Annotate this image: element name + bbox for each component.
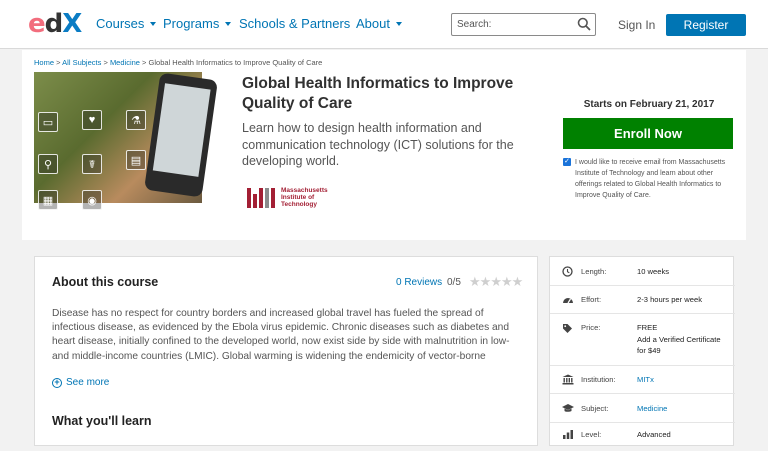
edx-logo[interactable]: edX [28,9,82,39]
star-icon: ★ [511,274,523,289]
fact-row-institution [550,366,735,394]
about-description: Disease has no respect for country borders and increased global travel has fueled the spread of infectious disease, as evidenced by the Ebola virus epidemic. Chronic diseases such as diabetes and heart disease, initially confined to the developed world, now exist side by side with malnutrition in low- and middle-income countries (LMIC). Global warming is widening the endemicity of vector-borne [52,308,510,362]
course-facts-sidebar [549,256,734,446]
breadcrumb: Home > All Subjects > Medicine > Global Health Informatics to Improve Quality of Care [34,58,323,67]
see-more-button[interactable] [52,377,109,388]
fact-label: Price: [581,323,601,332]
chevron-down-icon [225,22,231,26]
start-date: Starts on February 21, 2017 [583,99,715,110]
chevron-down-icon [396,22,402,26]
mit-logo-mark [247,188,275,208]
register-button[interactable]: Register [666,14,746,36]
fact-label: Level: [581,430,602,439]
top-navigation-bar [0,0,768,49]
star-icon: ★ [469,274,480,289]
rating-value: 0/5 [447,277,461,288]
enroll-button[interactable]: Enroll Now [563,118,733,149]
email-consent-text: I would like to receive email from Massachusetts Institute of Technology and learn about other offerings related to Global Health Informatics to Improve Quality of Care. [575,159,726,199]
breadcrumb-all-subjects[interactable]: All Subjects [62,58,102,67]
monitor-icon: ▭ [38,112,58,132]
see-more-label: See more [66,377,110,388]
nav-schools-partners[interactable] [239,16,350,31]
rating-stars [469,274,522,290]
fact-row-level [550,423,735,451]
breadcrumb-home[interactable]: Home [34,58,55,67]
course-description: Learn how to design health information and communication technology (ICT) solutions for the developing world. [242,121,514,168]
fact-label: Subject: [581,404,609,413]
fact-value: FREE Add a Verified Certificate for $49 [637,323,721,355]
fact-label: Effort: [581,295,602,304]
nav-courses[interactable] [96,16,156,31]
caduceus-icon: ☤ [82,154,102,174]
document-icon: ▤ [126,150,146,170]
clock-icon [562,266,574,278]
fact-value: 2-3 hours per week [637,295,703,304]
pill-icon: ◉ [82,190,102,210]
microscope-icon: ⚲ [38,154,58,174]
school-logo[interactable] [247,187,341,208]
fact-label: Institution: [581,375,616,384]
search-icon[interactable] [577,17,591,34]
heart-icon: ♥ [82,110,102,130]
search-box [451,13,596,36]
fact-label: Length: [581,267,607,276]
institution-link[interactable]: MITx [637,375,654,384]
email-consent [563,157,738,201]
sign-in-link[interactable]: Sign In [618,18,656,32]
course-hero [22,50,746,240]
course-image [34,72,202,207]
breadcrumb-current: Global Health Informatics to Improve Quality of Care [148,58,323,67]
level-icon [562,429,574,441]
phone-illustration [144,73,218,198]
fact-row-length [550,257,735,286]
nav-programs-label: Programs [163,16,220,31]
course-title: Global Health Informatics to Improve Quality of Care [242,75,514,112]
school-logo-text: Massachusetts Institute of Technology [281,187,328,208]
search-input[interactable] [457,19,567,30]
about-panel [34,256,538,446]
about-heading: About this course [52,275,159,289]
fact-value: Advanced [637,430,671,439]
nav-programs[interactable] [163,16,231,31]
fact-row-subject [550,394,735,423]
nav-schools-partners-label: Schools & Partners [239,16,351,31]
what-you-learn-heading: What you'll learn [52,414,152,428]
reviews-link[interactable]: 0 Reviews [396,277,443,288]
nav-about-label: About [356,16,390,31]
institution-icon [562,374,574,386]
nav-about[interactable] [356,16,402,31]
subject-link[interactable]: Medicine [637,404,668,413]
email-consent-checkbox[interactable]: ✓ [564,158,570,165]
fact-row-price [550,314,735,366]
fact-value: 10 weeks [637,267,670,276]
breadcrumb-medicine[interactable]: Medicine [109,58,140,67]
chevron-down-icon [150,22,156,26]
star-icon: ★ [479,274,491,289]
subject-icon [562,403,574,415]
star-icon: ★ [490,274,501,289]
nav-courses-label: Courses [96,16,145,31]
tag-icon [562,323,574,335]
gauge-icon [562,294,574,306]
star-icon: ★ [500,274,512,289]
flask-icon: ⚗ [126,110,146,130]
calendar-icon: ▦ [38,190,58,210]
fact-row-effort [550,286,735,314]
plus-circle-icon: + [52,378,62,388]
